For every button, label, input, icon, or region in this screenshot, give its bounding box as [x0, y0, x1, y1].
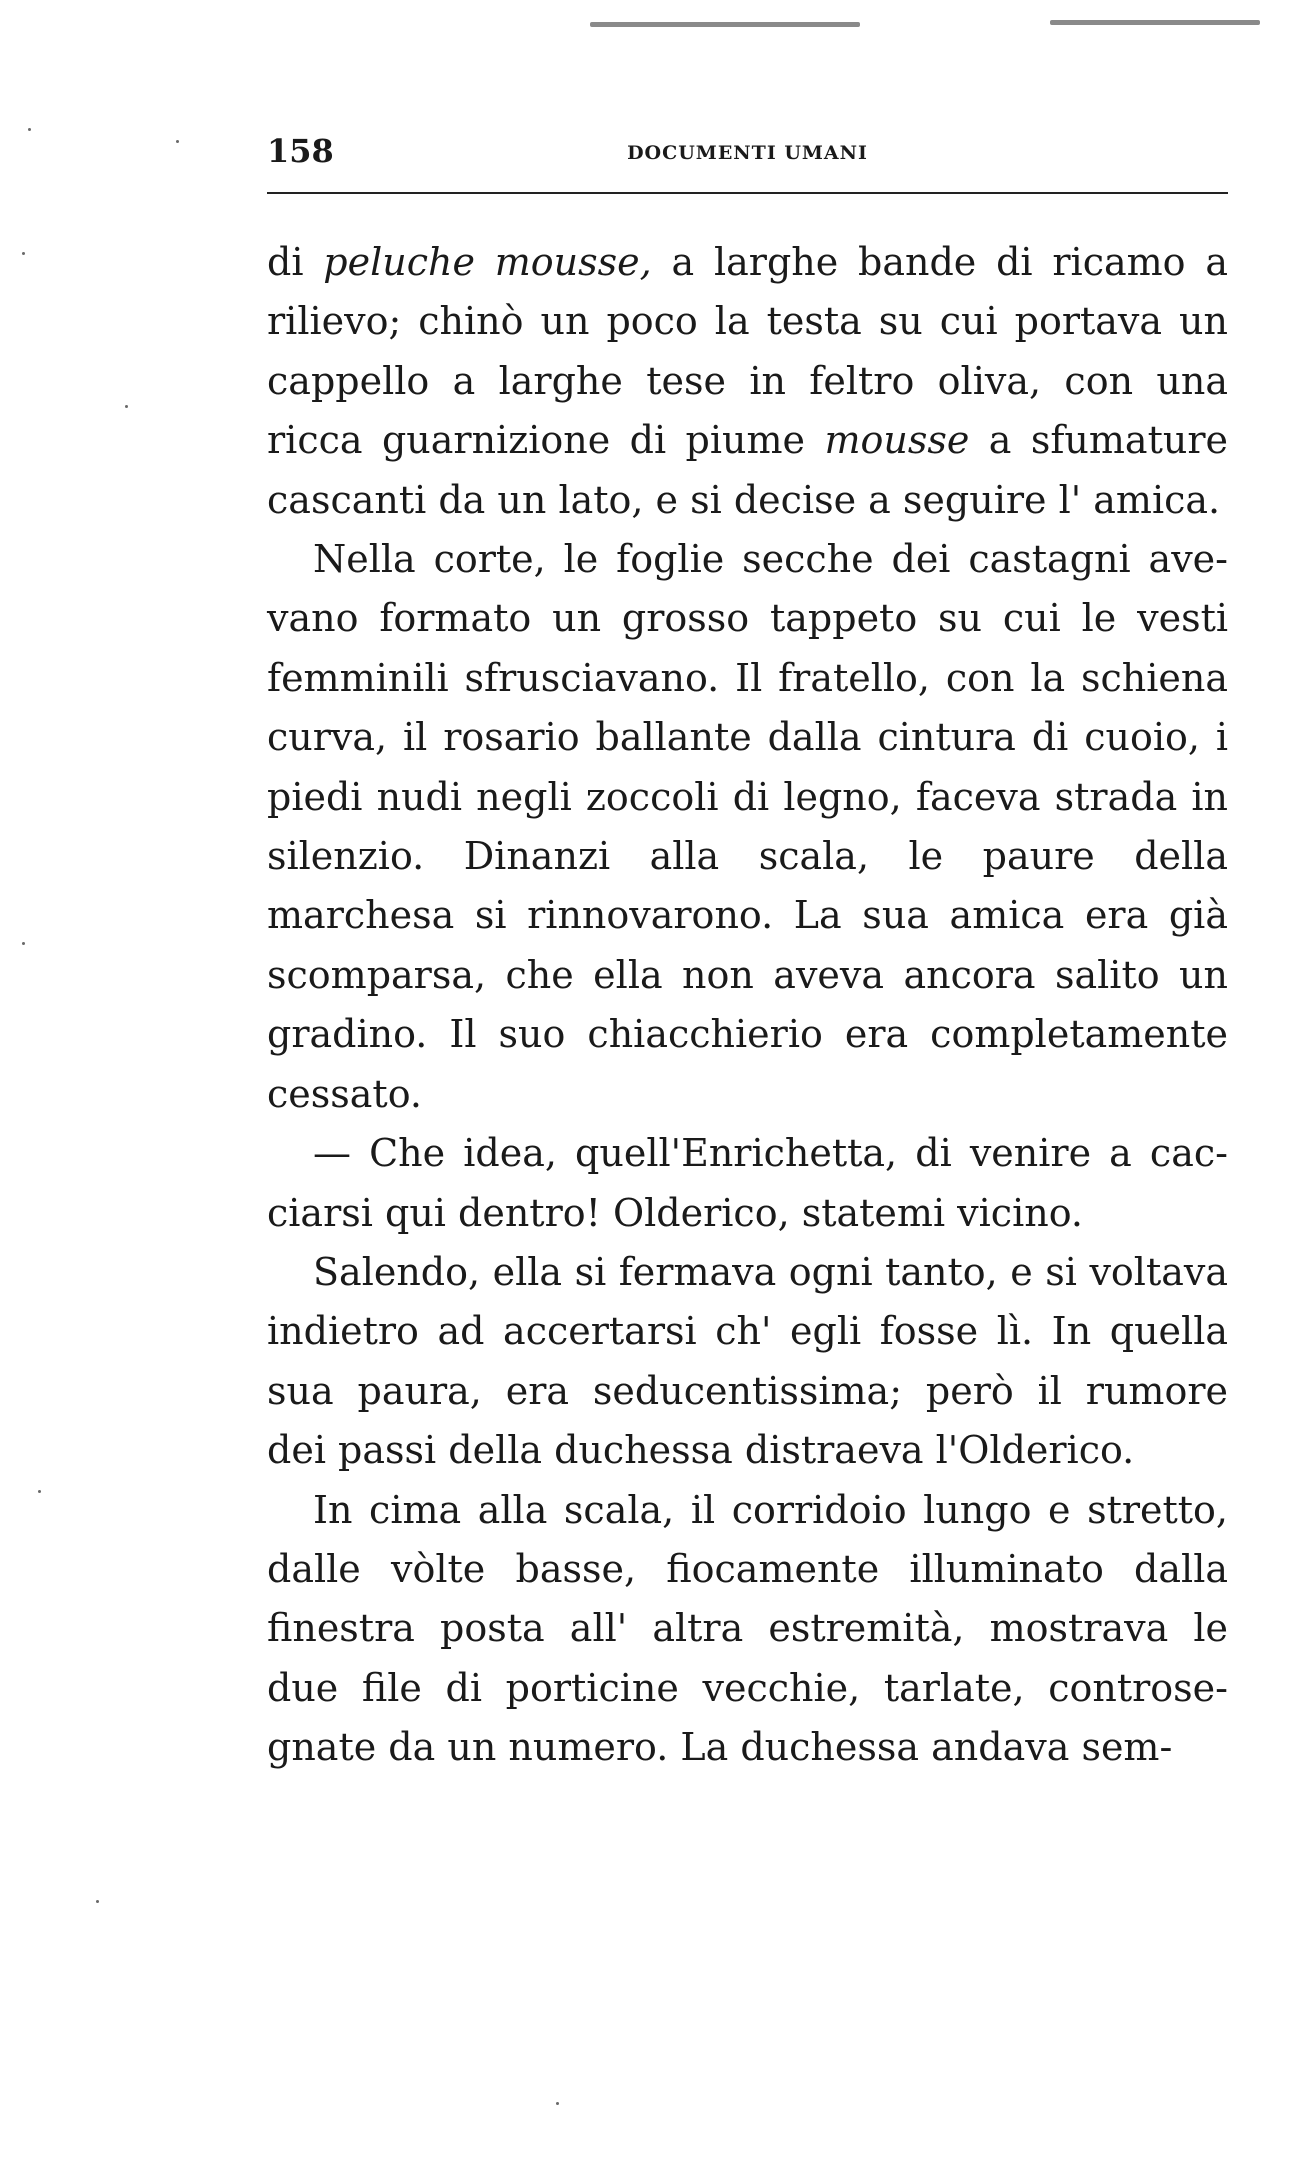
- paragraph: [267, 1243, 1228, 1481]
- running-head: [267, 128, 1228, 180]
- italic-text: mousse: [824, 418, 970, 463]
- header-rule: [267, 192, 1228, 194]
- page-number: 158: [267, 132, 334, 170]
- paragraph: [267, 1124, 1228, 1243]
- scan-speck: [28, 128, 31, 131]
- scan-noise-top-left: [590, 22, 860, 27]
- scan-speck: [556, 2102, 559, 2105]
- text-run: a larghe bande di ricamo a rilievo; chinò un poco la testa su cui portava un cappello a larghe tese in feltro oliva, con una ricca guarnizione di piume: [267, 240, 1228, 463]
- scan-speck: [96, 1900, 99, 1903]
- paragraph: [267, 530, 1228, 1124]
- text-run: di: [267, 240, 324, 284]
- scan-noise-top-right: [1050, 20, 1260, 25]
- text-run: a sfumature cascanti da un lato, e si decise a seguire l' amica.: [267, 418, 1228, 522]
- body-text: [267, 233, 1228, 1778]
- text-run: — Che idea, quell'Enrichetta, di venire a cacciarsi qui dentro! Olderico, statemi vicino.: [267, 1131, 1228, 1235]
- scan-speck: [22, 942, 25, 945]
- scan-speck: [22, 252, 25, 255]
- text-run: In cima alla scala, il corridoio lungo e stretto, dalle vòlte basse, fiocamente illuminato dalla finestra posta all' altra estremità, mostrava le due file di porticine vecchie, tarlate, controsegnate da un numero. La duchessa andava sem-: [267, 1487, 1228, 1770]
- paragraph: [267, 1481, 1228, 1778]
- scan-speck: [176, 140, 179, 143]
- paragraph: [267, 233, 1228, 530]
- text-run: Salendo, ella si fermava ogni tanto, e si voltava indietro ad accertarsi ch' egli fosse lì. In quella sua paura, era seducentissima; però il rumore dei passi della duchessa distraeva l'Olderico.: [267, 1249, 1228, 1473]
- scan-speck: [38, 1490, 41, 1493]
- italic-text: peluche mousse,: [323, 240, 652, 284]
- text-run: Nella corte, le foglie secche dei castagni avevano formato un grosso tappeto su cui le vesti femminili sfrusciavano. Il fratello, con la schiena curva, il rosario ballante dalla cintura di cuoio, i piedi nudi negli zoccoli di legno, faceva strada in silenzio. Dinanzi alla scala, le paure della marchesa si rinnovarono. La sua amica era già scomparsa, che ella non aveva ancora salito un gradino. Il suo chiacchierio era completamente cessato.: [267, 537, 1228, 1116]
- scan-speck: [125, 405, 128, 408]
- running-title: DOCUMENTI UMANI: [627, 142, 868, 164]
